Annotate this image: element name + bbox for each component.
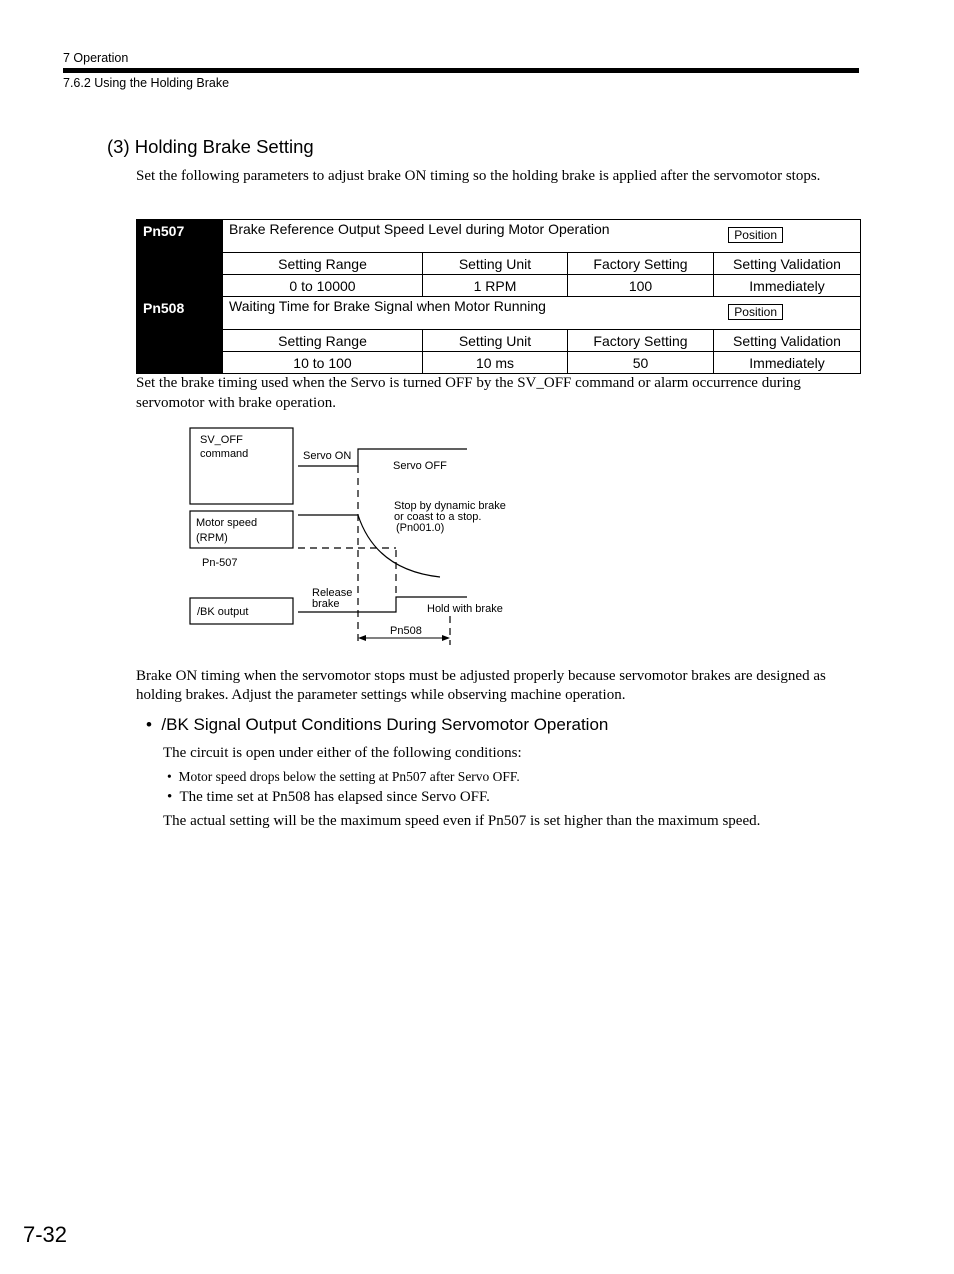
header-cell: Setting Unit: [423, 253, 568, 275]
bk-condition-2: • The time set at Pn508 has elapsed since Servo OFF.: [167, 789, 490, 805]
header-cell: Factory Setting: [568, 330, 714, 352]
header-cell: Setting Unit: [423, 330, 568, 352]
pn507-label: Pn-507: [202, 557, 238, 569]
param-name: Brake Reference Output Speed Level during Motor Operation: [229, 221, 610, 237]
condition-text: Motor speed drops below the setting at Pn507 after Servo OFF.: [178, 769, 520, 784]
value-cell: 0 to 10000: [223, 275, 423, 297]
value-cell: Immediately: [714, 352, 861, 374]
position-badge: Position: [728, 227, 783, 243]
release-label-1: Release: [312, 587, 353, 599]
header-chapter: 7 Operation: [63, 51, 129, 65]
position-badge: Position: [728, 304, 783, 320]
sv-off-label-2: command: [200, 448, 249, 460]
bk-section-heading: • /BK Signal Output Conditions During Servomotor Operation: [146, 715, 609, 734]
header-section: 7.6.2 Using the Holding Brake: [63, 76, 230, 90]
value-cell: 10 ms: [423, 352, 568, 374]
intro-paragraph: Set the following parameters to adjust brake ON timing so the holding brake is applied after the servomotor stops.: [136, 168, 821, 184]
stop-label-2: or coast to a stop.: [394, 511, 482, 523]
sv-off-label: SV_OFF: [200, 434, 243, 446]
bk-output-label: /BK output: [197, 606, 249, 618]
stop-label-3: (Pn001.0): [396, 522, 445, 534]
arrow-left-icon: [358, 635, 366, 641]
brake-timing-paragraph: Set the brake timing used when the Servo is turned OFF by the SV_OFF command or alarm occurrence during servomotor with brake operation.: [136, 375, 801, 411]
bk-intro: The circuit is open under either of the following conditions:: [163, 745, 522, 761]
param-number: Pn507: [137, 220, 223, 297]
rpm-label: (RPM): [196, 532, 228, 544]
arrow-right-icon: [442, 635, 450, 641]
servo-off-label: Servo OFF: [393, 460, 447, 472]
header-cell: Setting Validation: [714, 330, 861, 352]
motor-speed-label: Motor speed: [196, 517, 258, 529]
header-cell: Setting Validation: [714, 253, 861, 275]
release-label-2: brake: [312, 598, 340, 610]
brake-on-paragraph: Brake ON timing when the servomotor stops must be adjusted properly because servomotor brakes are designed as holding brakes. Adjust the parameter settings while observing machine operation.: [136, 668, 826, 703]
value-cell: 1 RPM: [423, 275, 568, 297]
pn508-label: Pn508: [390, 625, 422, 637]
page-number: 7-32: [23, 1222, 68, 1247]
servo-on-label: Servo ON: [303, 450, 352, 462]
header-cell: Setting Range: [223, 330, 423, 352]
value-cell: Immediately: [714, 275, 861, 297]
condition-text: The time set at Pn508 has elapsed since Servo OFF.: [179, 789, 490, 805]
value-cell: 50: [568, 352, 714, 374]
stop-label-1: Stop by dynamic brake: [394, 500, 506, 512]
bk-condition-1: • Motor speed drops below the setting at Pn507 after Servo OFF.: [167, 769, 520, 784]
param-name: Waiting Time for Brake Signal when Motor Running: [229, 298, 546, 314]
value-cell: 10 to 100: [223, 352, 423, 374]
param-number: Pn508: [137, 297, 223, 374]
value-cell: 100: [568, 275, 714, 297]
header-cell: Setting Range: [223, 253, 423, 275]
hold-brake-label: Hold with brake: [427, 603, 503, 615]
section-title: (3) Holding Brake Setting: [107, 136, 314, 157]
bk-heading-text: /BK Signal Output Conditions During Servomotor Operation: [161, 715, 609, 734]
bk-note: The actual setting will be the maximum speed even if Pn507 is set higher than the maximum speed.: [163, 813, 761, 829]
header-cell: Factory Setting: [568, 253, 714, 275]
